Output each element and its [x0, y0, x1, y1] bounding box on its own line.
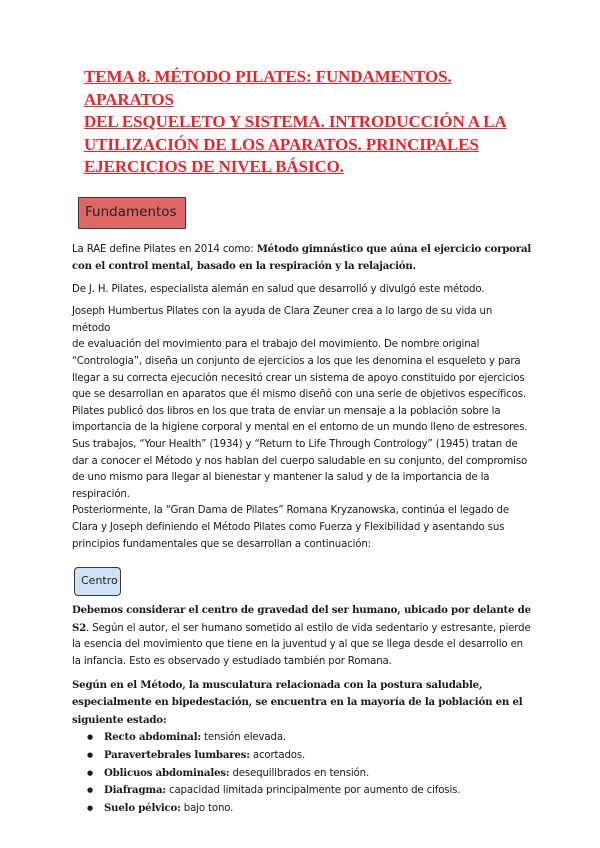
centro-rest: . Según el autor, el ser humano sometido al estilo de vida sedentario y estresante, pierde la esencia del movimiento que tiene en la juventud y al que se llega desde el desarrollo en la infancia. Esto es observado y estudiado también por Romana.: [72, 622, 531, 667]
history-line: llegar a su correcta ejecución necesitó crear un sistema de apoyo constituido por ejercicios: [72, 372, 525, 384]
history-line: Sus trabajos, “Your Health” (1934) y “Return to Life Through Contrology” (1945) tratan de: [72, 439, 518, 451]
history-line: Clara y Joseph definiendo el Método Pilates como Fuerza y Flexibilidad y asentando sus: [72, 522, 505, 533]
definition-intro: La RAE define Pilates en 2014 como:: [72, 243, 257, 255]
list-term: Oblicuos abdominales:: [104, 766, 230, 779]
history-line: que se desarrollan en aparatos que él mismo diseñó con una serie de objetivos específicos.: [72, 389, 526, 401]
history-line: respiración.: [72, 488, 130, 500]
list-desc: bajo tono.: [180, 802, 234, 814]
history-line: Posteriormente, la “Gran Dama de Pilates” Romana Kryzanowska, continúa el legado de: [72, 505, 509, 517]
title-line: TEMA 8. MÉTODO PILATES: FUNDAMENTOS. APARATOS: [84, 67, 452, 109]
paragraph-history: [72, 304, 532, 553]
history-line: Joseph Humbertus Pilates con la ayuda de Clara Zeuner crea a lo largo de su vida un método: [72, 306, 493, 334]
title-line: DEL ESQUELETO Y SISTEMA. INTRODUCCIÓN A LA: [84, 112, 507, 131]
paragraph-origin: De J. H. Pilates, especialista alemán en salud que desarrolló y divulgó este método.: [72, 283, 485, 295]
list-term: Paravertebrales lumbares:: [104, 748, 250, 761]
list-item: [104, 800, 532, 818]
list-term: Suelo pélvico:: [104, 801, 181, 814]
section-heading-fundamentos: Fundamentos: [78, 197, 186, 229]
list-item: [104, 765, 532, 783]
paragraph-definition: [72, 241, 532, 276]
title-line: EJERCICIOS DE NIVEL BÁSICO.: [84, 157, 344, 176]
history-line: importancia de la higiene corporal y mental en el entorno de un mundo lleno de estresores.: [72, 422, 528, 434]
history-line: de evaluación del movimiento para el trabajo del movimiento. De nombre original: [72, 339, 480, 351]
definition-bold: Método gimnástico que aúna el ejercicio corporal con el control mental, basado en la respiración y la relajación.: [72, 242, 532, 273]
list-term: Recto abdominal:: [104, 731, 201, 744]
history-line: de uno mismo para llegar al bienestar y mantener la salud y de la importancia de la: [72, 472, 490, 484]
paragraph-centro: [72, 602, 532, 670]
list-desc: desequilibrados en tensión.: [229, 767, 370, 779]
page-title: [84, 66, 532, 179]
muscle-state-list: [72, 729, 532, 817]
title-line: UTILIZACIÓN DE LOS APARATOS. PRINCIPALES: [84, 134, 479, 154]
list-desc: capacidad limitada principalmente por aumento de cifosis.: [165, 785, 461, 797]
list-item: [104, 729, 532, 747]
centro-bold: Debemos considerar el centro de gravedad del ser humano, ubicado por delante de S2: [72, 604, 531, 634]
musculature-bold: Según en el Método, la musculatura relacionada con la postura saludable, especialmente en bipedestación, se encuentra en la mayoría de la población en el siguiente estado:: [72, 678, 523, 726]
list-item: [104, 747, 532, 765]
section-heading-centro: Centro: [74, 567, 121, 596]
list-desc: tensión elevada.: [200, 732, 286, 744]
list-desc: acortados.: [249, 749, 306, 761]
history-line: Pilates publicó dos libros en los que trata de enviar un mensaje a la población sobre la: [72, 405, 501, 417]
list-term: Diafragma:: [104, 784, 166, 797]
list-item: [104, 782, 532, 800]
paragraph-musculature: [72, 677, 532, 730]
document-page: [72, 66, 532, 817]
history-line: dar a conocer el Método y nos hablan del cuerpo saludable en su conjunto, del compromiso: [72, 455, 528, 467]
history-line: principios fundamentales que se desarrollan a continuación:: [72, 538, 371, 550]
history-line: “Contrologia”, diseña un conjunto de ejercicios a los que les denomina el esqueleto y para: [72, 356, 521, 368]
